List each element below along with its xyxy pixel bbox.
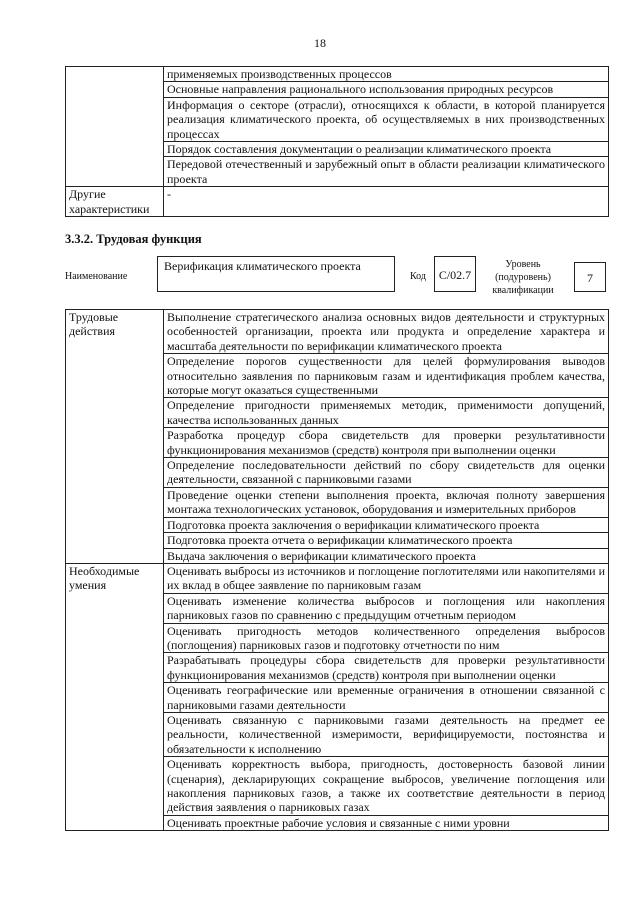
other-characteristics-label: Другие характеристики xyxy=(66,187,164,217)
knowledge-item: Порядок составления документации о реализации климатического проекта xyxy=(164,142,609,157)
page-number: 18 xyxy=(314,36,326,50)
skill-item: Оценивать пригодность методов количественного определения выбросов (поглощения) парниковых газов и подготовку отчетности по ним xyxy=(164,623,609,653)
labor-function-table xyxy=(65,309,609,831)
function-code-box: C/02.7 xyxy=(434,256,476,292)
knowledge-item: Информация о секторе (отрасли), относящихся к области, в которой планируется реализация климатического проекта, об осуществляемых в них производственных процессах xyxy=(164,97,609,141)
skill-item: Оценивать изменение количества выбросов и поглощения или накопления парниковых газов по сравнению с предыдущим отчетным периодом xyxy=(164,593,609,623)
labor-action-item: Проведение оценки степени выполнения проекта, включая полноту завершения монтажа технологических установок, оборудования и измерительных приборов xyxy=(164,487,609,517)
knowledge-item: Передовой отечественный и зарубежный опыт в области реализации климатического проекта xyxy=(164,157,609,187)
skill-item: Оценивать корректность выбора, пригодность, достоверность базовой линии (сценария), декларирующих сокращение выбросов, увеличение поглощения или накопления парниковых газов, а также их соответствие деятельности в период действия заявления о парниковых газах xyxy=(164,757,609,816)
group-label-cell xyxy=(66,67,164,187)
table-row xyxy=(66,310,609,354)
labor-action-item: Определение пригодности применяемых методик, применимости допущений, качества использованных данных xyxy=(164,398,609,428)
function-name-box: Верификация климатического проекта xyxy=(157,256,395,292)
skill-item: Разрабатывать процедуры сбора свидетельств для проверки результативности функционирования механизмов (средств) контроля при выполнении оценки xyxy=(164,653,609,683)
table-row xyxy=(66,187,609,217)
labor-action-item: Подготовка проекта заключения о верификации климатического проекта xyxy=(164,517,609,532)
knowledge-item: применяемых производственных процессов xyxy=(164,67,609,82)
labor-action-item: Разработка процедур сбора свидетельств для проверки результативности функционирования механизмов (средств) контроля при выполнении оценки xyxy=(164,428,609,458)
skill-item: Оценивать географические или временные ограничения в отношении связанной с парниковыми газами деятельности xyxy=(164,683,609,713)
labor-actions-label: Трудовые действия xyxy=(66,310,164,564)
qualification-level-box: 7 xyxy=(574,262,606,292)
labor-action-item: Определение порогов существенности для целей формулирования выводов относительно заявления по парниковым газам и идентификация проблем качества, которые могут оказаться существенными xyxy=(164,354,609,398)
labor-action-item: Выполнение стратегического анализа основных видов деятельности и структурных особенностей организации, проекта или продукта и определение характера и масштаба деятельности по верификации климатического проекта xyxy=(164,310,609,354)
qualification-level-label: Уровень (подуровень) квалификации xyxy=(492,259,554,296)
labor-function-header xyxy=(65,256,609,304)
knowledge-item: Основные направления рационального использования природных ресурсов xyxy=(164,82,609,97)
knowledge-table xyxy=(65,66,609,217)
required-skills-label: Необходимые умения xyxy=(66,563,164,830)
skill-item: Оценивать связанную с парниковыми газами деятельность на предмет ее реальности, количественной измеримости, верифицируемости, постоянства и обязательности к исполнению xyxy=(164,712,609,756)
other-characteristics-value: - xyxy=(164,187,609,217)
labor-action-item: Выдача заключения о верификации климатического проекта xyxy=(164,548,609,563)
skill-item: Оценивать проектные рабочие условия и связанные с ними уровни xyxy=(164,815,609,830)
labor-action-item: Подготовка проекта отчета о верификации климатического проекта xyxy=(164,533,609,548)
skill-item: Оценивать выбросы из источников и поглощение поглотителями или накопителями и их вклад в общее заявление по парниковым газам xyxy=(164,563,609,593)
code-label: Код xyxy=(410,271,426,282)
name-label: Наименование xyxy=(65,271,128,282)
section-heading: 3.3.2. Трудовая функция xyxy=(65,232,202,246)
table-row xyxy=(66,563,609,593)
labor-action-item: Определение последовательности действий по сбору свидетельств для оценки деятельности, связанной с парниковыми газами xyxy=(164,458,609,488)
table-row xyxy=(66,67,609,82)
